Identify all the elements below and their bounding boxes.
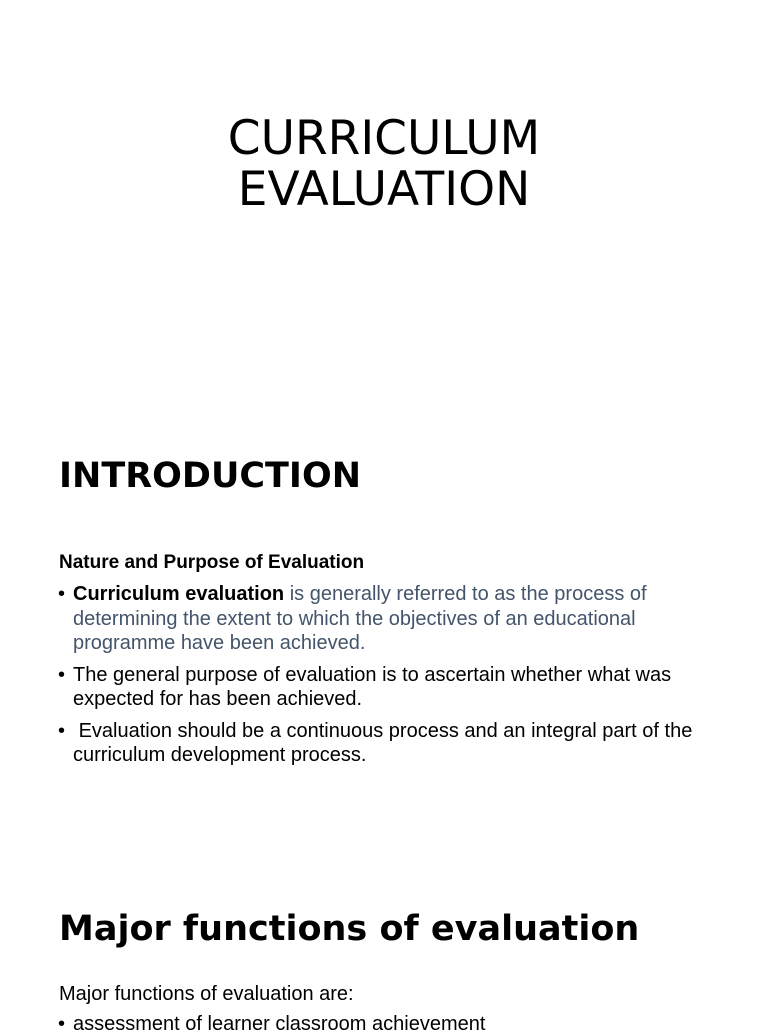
functions-bullet-list [58, 1012, 718, 1036]
major-functions-heading: Major functions of evaluation [59, 909, 640, 949]
bullet-text: assessment of learner classroom achievement [73, 1013, 486, 1035]
introduction-slide [0, 420, 768, 860]
bullet-icon: • [58, 1013, 66, 1035]
bullet-text: is generally referred to as the process of determining the extent to which the objectives of an educational programme have been achieved. [73, 583, 647, 654]
list-item [58, 1012, 718, 1036]
title-line-2: EVALUATION [237, 162, 531, 217]
intro-bullet-list [58, 582, 718, 775]
introduction-heading: INTRODUCTION [59, 456, 361, 496]
bullet-text: The general purpose of evaluation is to ascertain whether what was expected for has been achieved. [73, 663, 672, 710]
nature-purpose-subheading: Nature and Purpose of Evaluation [59, 552, 365, 573]
title-line-1: CURRICULUM [227, 111, 541, 166]
list-item [58, 719, 718, 768]
bullet-icon: • [58, 719, 66, 742]
bullet-icon: • [58, 663, 66, 686]
bullet-term: Curriculum evaluation [73, 583, 285, 605]
functions-intro-text: Major functions of evaluation are: [59, 983, 354, 1005]
list-item [58, 582, 718, 656]
bullet-text: Evaluation should be a continuous process and an integral part of the curriculum development process. [73, 719, 698, 766]
title-slide [0, 0, 768, 420]
slide-title [0, 113, 768, 215]
major-functions-slide [0, 860, 768, 1035]
list-item [58, 663, 718, 712]
bullet-icon: • [58, 583, 66, 605]
